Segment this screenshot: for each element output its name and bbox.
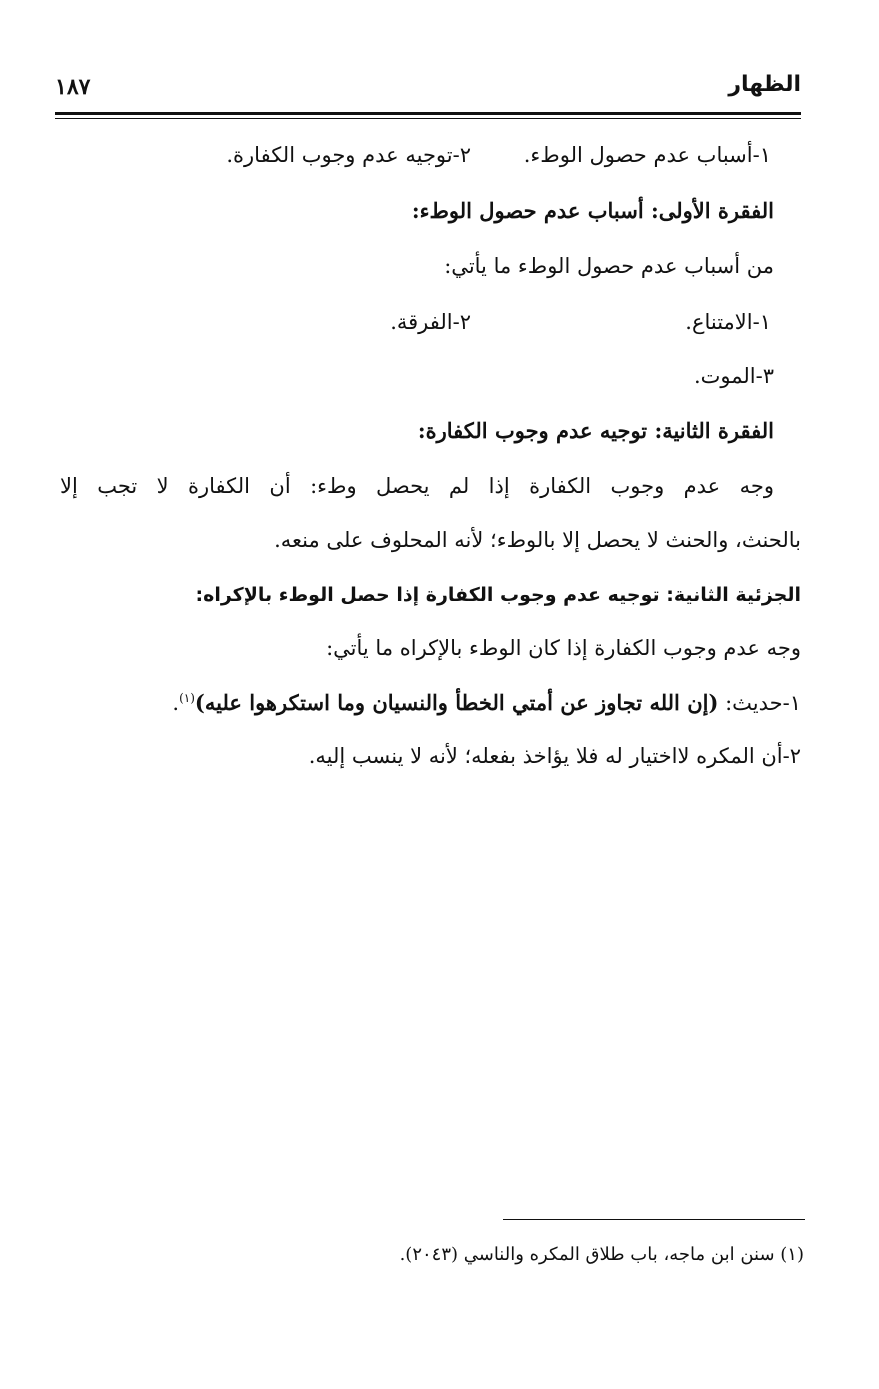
heading-second-paragraph: الفقرة الثانية: توجيه عدم وجوب الكفارة:	[417, 418, 774, 443]
footnote-separator	[503, 1219, 805, 1220]
list-item-justification: ٢-توجيه عدم وجوب الكفارة.	[226, 143, 471, 167]
hadith-text: (إن الله تجاوز عن أمتي الخطأ والنسيان وما استكرهوا عليه)	[194, 690, 719, 715]
page-header	[55, 68, 801, 114]
footnote-ref[interactable]: (١)	[179, 691, 195, 705]
page-number: ١٨٧	[55, 74, 91, 100]
heading-first-paragraph: الفقرة الأولى: أسباب عدم حصول الوطء:	[411, 198, 774, 223]
paragraph-line-1: وجه عدم وجوب الكفارة إذا لم يحصل وطء: أن الكفارة لا تجب إلا	[60, 474, 774, 498]
intro-second: وجه عدم وجوب الكفارة إذا كان الوطء بالإكراه ما يأتي:	[326, 636, 801, 660]
paragraph-line-2: بالحنث، والحنث لا يحصل إلا بالوطء؛ لأنه المحلوف على منعه.	[274, 528, 801, 552]
reason-death: ٣-الموت.	[693, 364, 774, 388]
running-title: الظهار	[728, 72, 801, 97]
intro-first: من أسباب عدم حصول الوطء ما يأتي:	[444, 254, 774, 278]
hadith-end: .	[172, 691, 180, 715]
reason-two: ٢-أن المكره لااختيار له فلا يؤاخذ بفعله؛ لأنه لا ينسب إليه.	[308, 744, 801, 768]
header-rule-thin	[55, 118, 801, 119]
hadith-line	[172, 690, 801, 715]
header-rule-thick	[55, 112, 801, 115]
heading-part-two: الجزئية الثانية: توجيه عدم وجوب الكفارة إذا حصل الوطء بالإكراه:	[195, 584, 801, 606]
list-item-causes: ١-أسباب عدم حصول الوطء.	[523, 143, 771, 167]
reason-separation: ٢-الفرقة.	[390, 310, 471, 334]
hadith-prefix: ١-حديث:	[725, 691, 801, 715]
footnote: (١) سنن ابن ماجه، باب طلاق المكره والناسي (٢٠٤٣).	[399, 1244, 804, 1265]
reason-refusal: ١-الامتناع.	[685, 310, 771, 334]
